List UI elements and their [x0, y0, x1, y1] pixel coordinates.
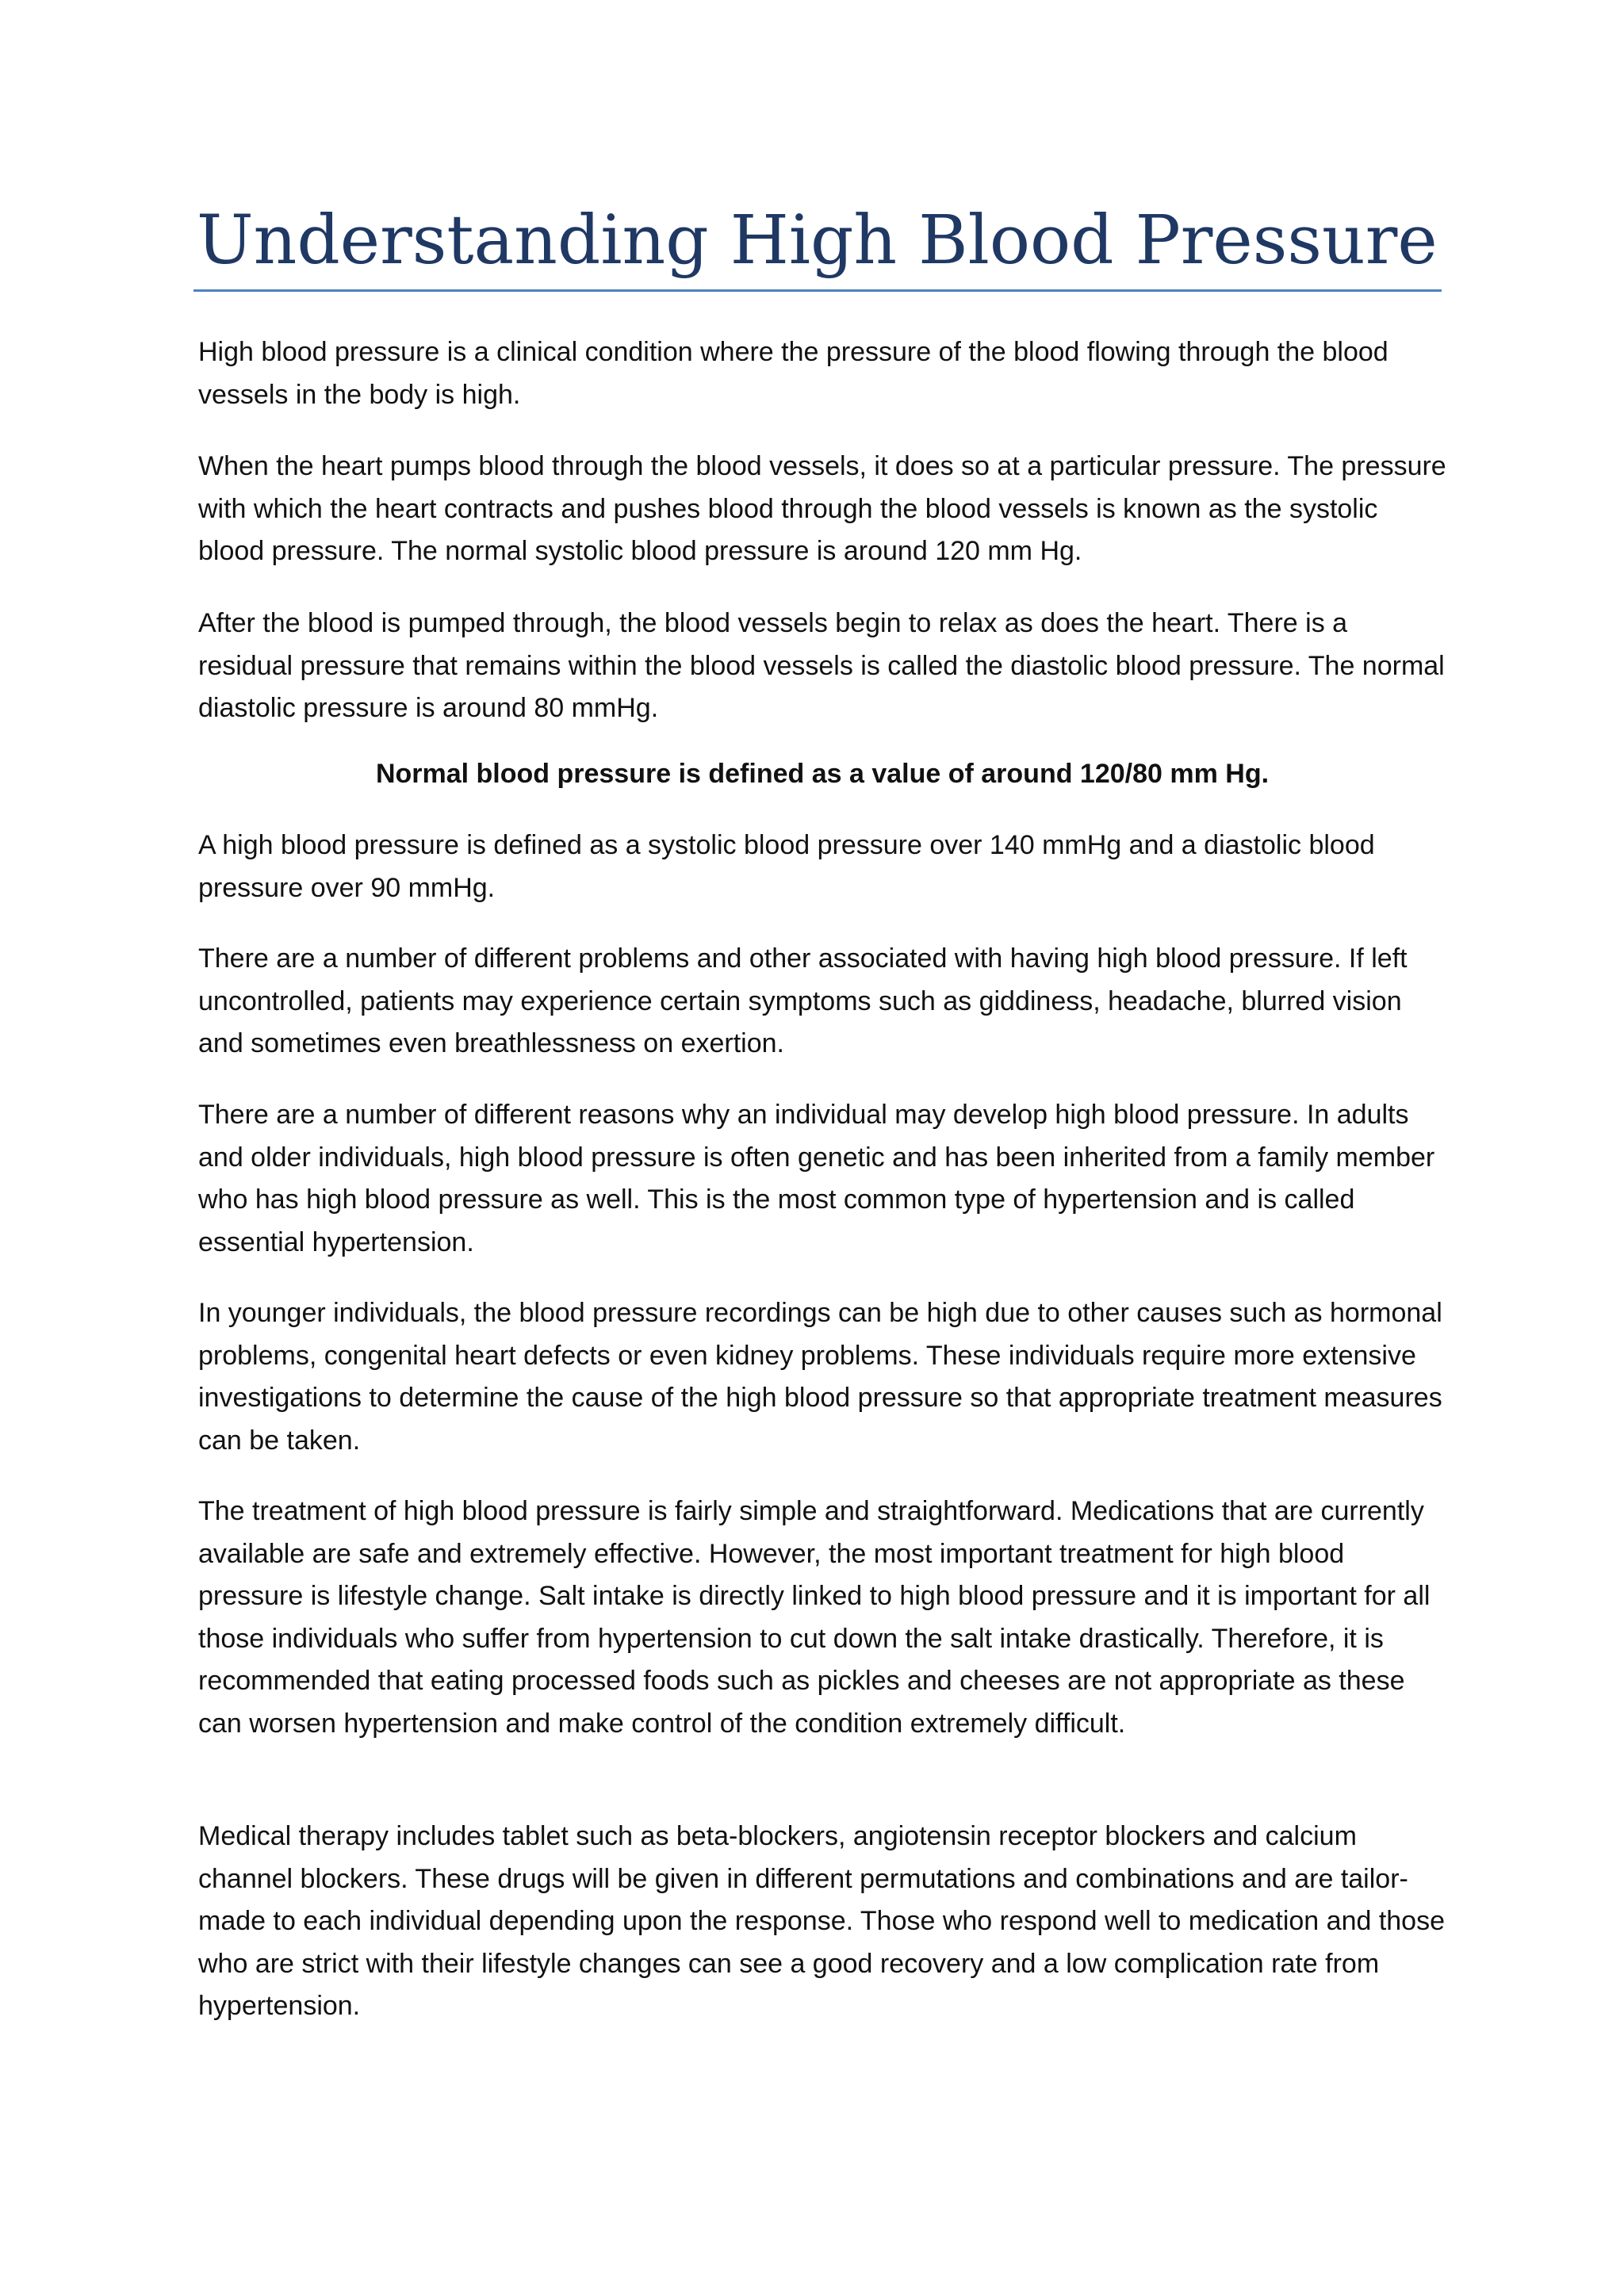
title-underline	[193, 289, 1442, 292]
paragraph-medical-therapy: Medical therapy includes tablet such as beta-blockers, angiotensin receptor blockers and calcium channel blockers. These drugs will be given in different permutations and combinations and are tailor-made to each individual depending upon the response. Those who respond well to medication and those who are strict with their lifestyle changes can see a good recovery and a low complication rate from hypertension.	[198, 1821, 1446, 2021]
paragraph-diastolic: After the blood is pumped through, the blood vessels begin to relax as does the heart. There is a residual pressure that remains within the blood vessels is called the diastolic blood pressure. The normal diastolic pressure is around 80 mmHg.	[198, 608, 1445, 723]
paragraph-problems: There are a number of different problems and other associated with having high blood pressure. If left uncontrolled, patients may experience certain symptoms such as giddiness, headache, blurred vision and sometimes even breathlessness on exertion.	[198, 943, 1408, 1058]
paragraph-treatment: The treatment of high blood pressure is fairly simple and straightforward. Medications that are currently available are safe and extremely effective. However, the most important treatment for high blood pressure is lifestyle change. Salt intake is directly linked to high blood pressure and it is important for all those individuals who suffer from hypertension to cut down the salt intake drastically. Therefore, it is recommended that eating processed foods such as pickles and cheeses are not appropriate as these can worsen hypertension and make control of the condition extremely difficult.	[198, 1496, 1431, 1739]
paragraph-normal-value: Normal blood pressure is defined as a value of around 120/80 mm Hg.	[375, 759, 1270, 789]
paragraph-definition: High blood pressure is a clinical condition where the pressure of the blood flowing through the blood vessels in the body is high.	[198, 337, 1388, 410]
document-title: Understanding High Blood Pressure	[197, 201, 1438, 280]
paragraph-reasons: There are a number of different reasons why an individual may develop high blood pressure. In adults and older individuals, high blood pressure is often genetic and has been inherited from a family member who has high blood pressure as well. This is the most common type of hypertension and is called essential hypertension.	[198, 1100, 1435, 1257]
paragraph-younger: In younger individuals, the blood pressure recordings can be high due to other causes such as hormonal problems, congenital heart defects or even kidney problems. These individuals require more extensive investigations to determine the cause of the high blood pressure so that appropriate treatment measures can be taken.	[198, 1298, 1442, 1456]
paragraph-high-definition: A high blood pressure is defined as a systolic blood pressure over 140 mmHg and a diastolic blood pressure over 90 mmHg.	[198, 830, 1375, 903]
paragraph-systolic: When the heart pumps blood through the blood vessels, it does so at a particular pressure. The pressure with which the heart contracts and pushes blood through the blood vessels is known as the systolic blood pressure. The normal systolic blood pressure is around 120 mm Hg.	[198, 451, 1446, 566]
